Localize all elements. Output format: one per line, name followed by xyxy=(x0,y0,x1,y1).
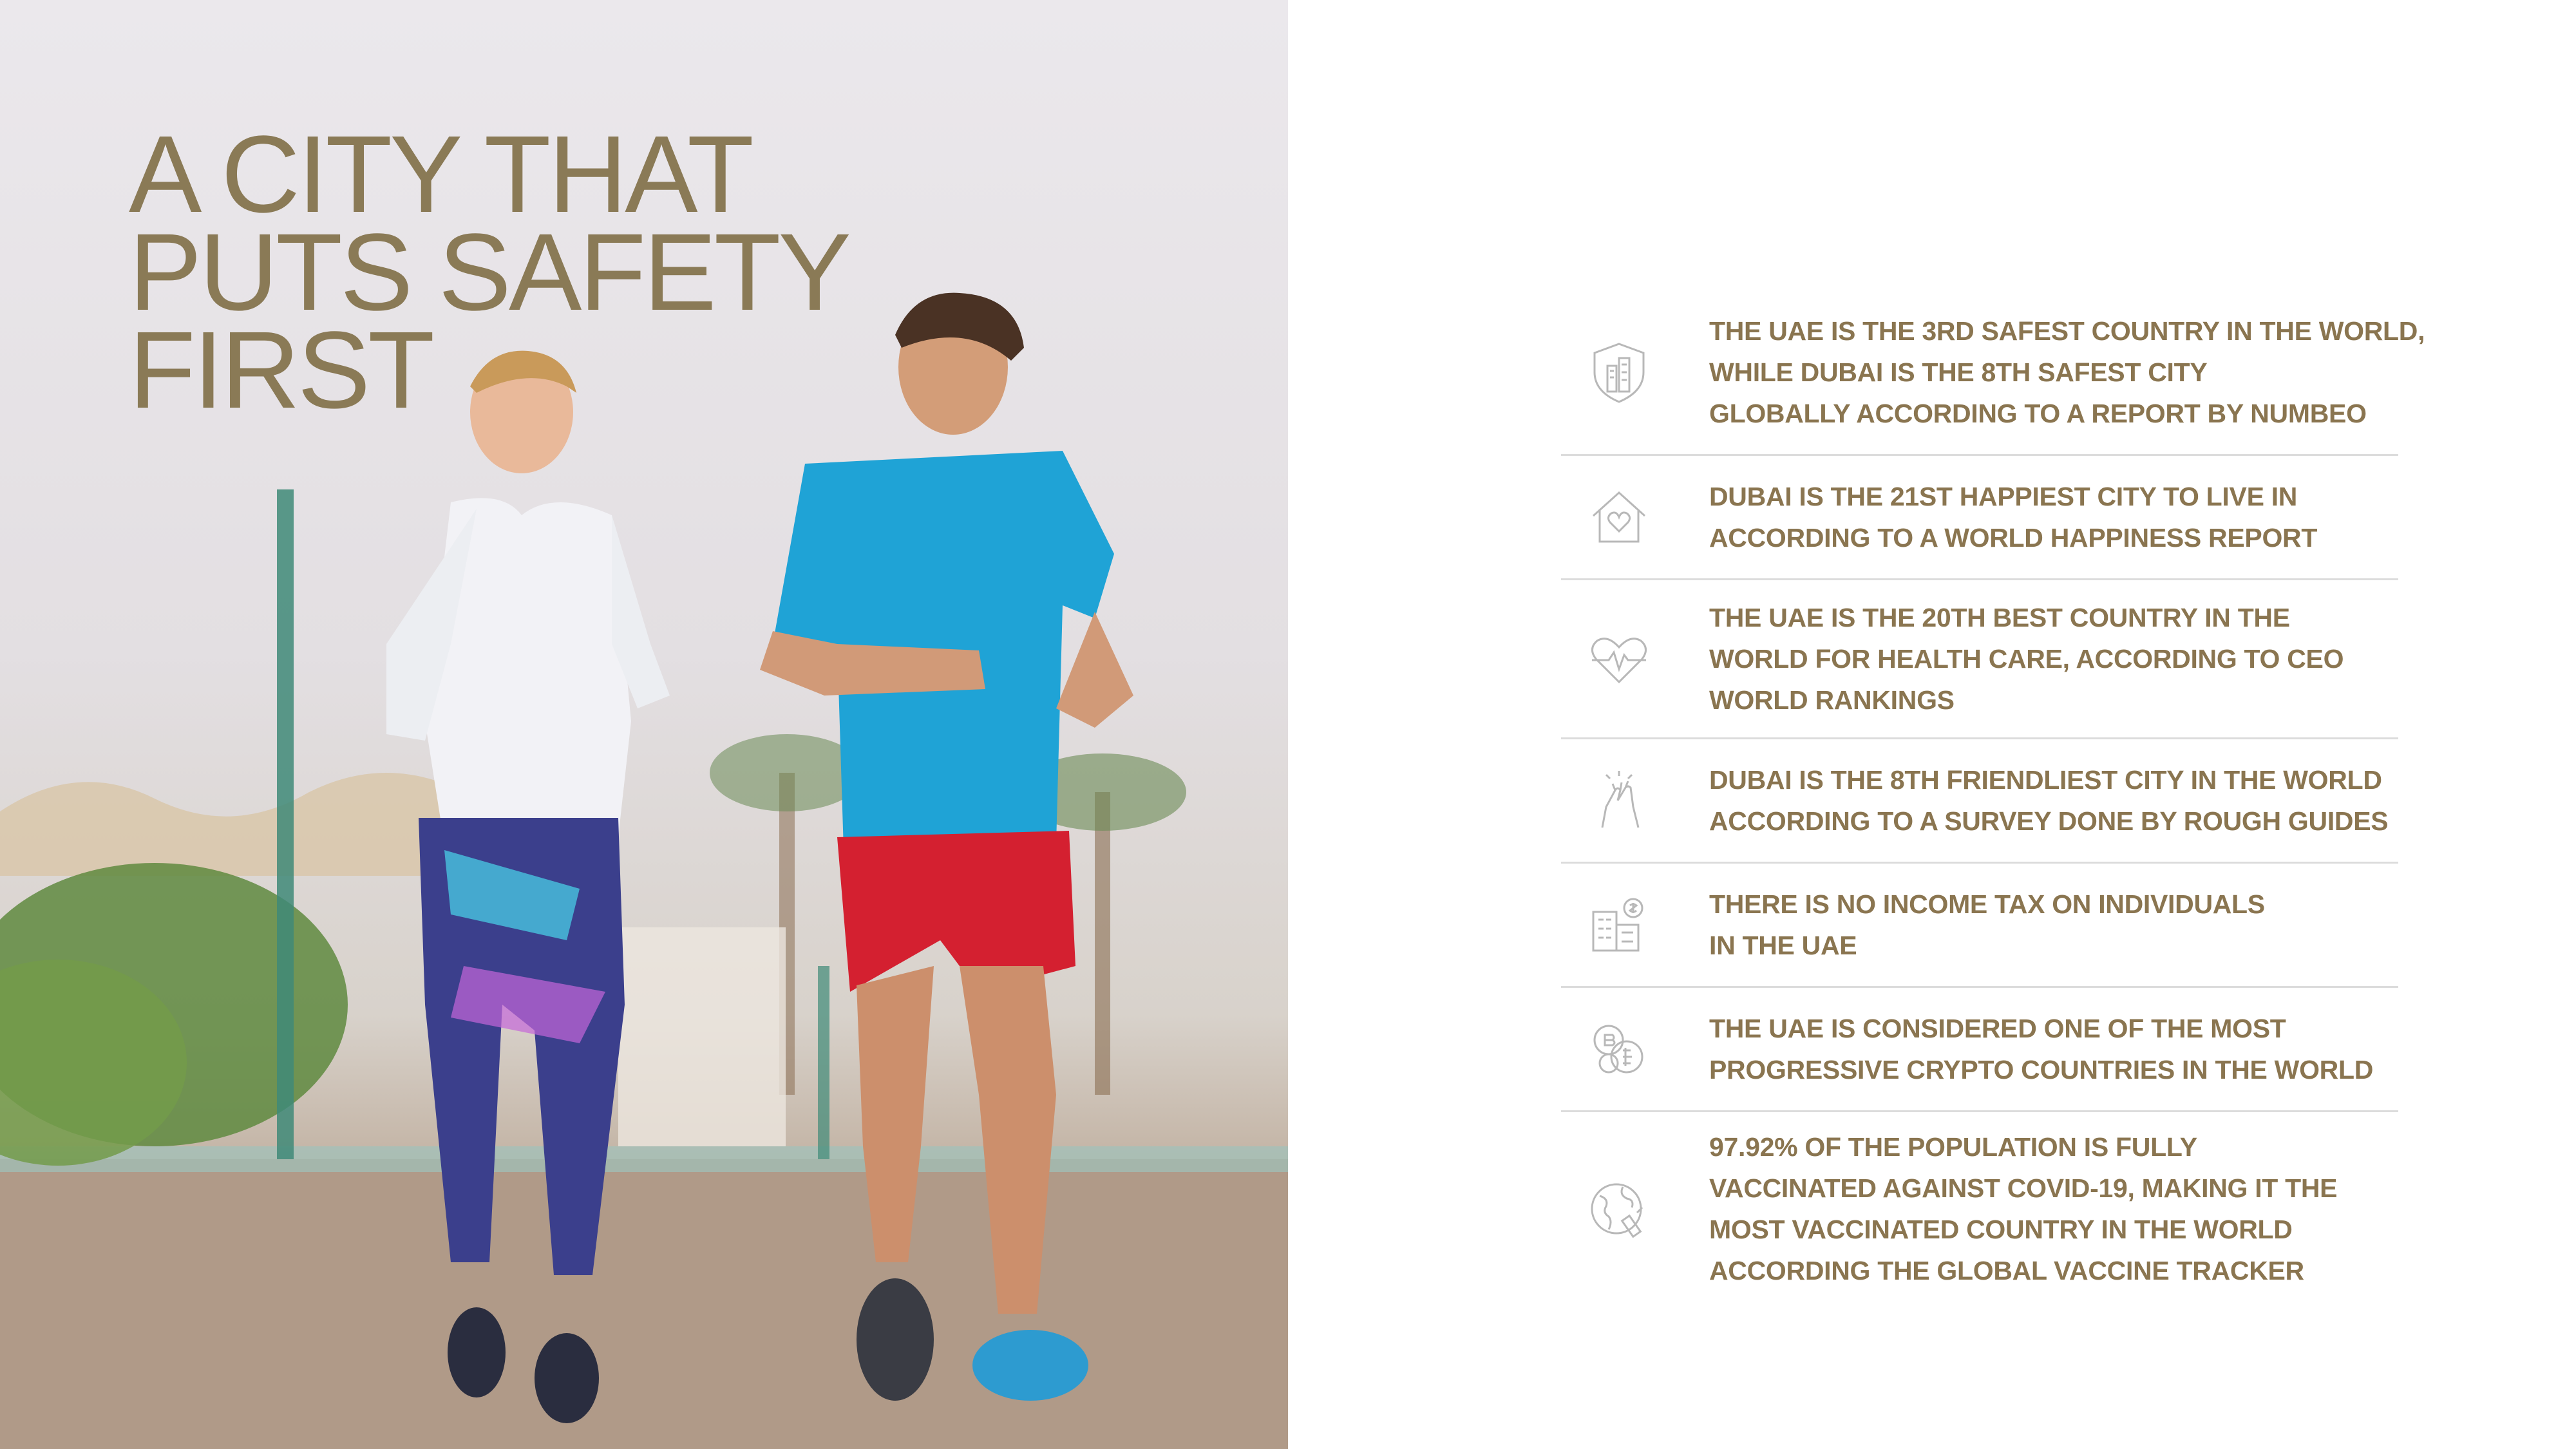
fact-line: THE UAE IS THE 3RD SAFEST COUNTRY IN THE WORLD, xyxy=(1709,316,2425,346)
fact-text xyxy=(1709,1008,2373,1090)
title-line: PUTS SAFETY xyxy=(129,211,849,334)
fact-item-income-tax xyxy=(1561,864,2398,988)
fact-text xyxy=(1709,310,2425,434)
fact-text xyxy=(1709,759,2388,842)
fact-line: WORLD RANKINGS xyxy=(1709,685,1955,715)
fact-line: THE UAE IS CONSIDERED ONE OF THE MOST xyxy=(1709,1014,2286,1043)
heartbeat-icon xyxy=(1561,627,1709,691)
fact-text xyxy=(1709,476,2317,558)
fact-item-vaccination xyxy=(1561,1112,2398,1305)
fact-line: WHILE DUBAI IS THE 8TH SAFEST CITY xyxy=(1709,357,2208,387)
fact-item-health-care xyxy=(1561,580,2398,739)
fact-line: THE UAE IS THE 20TH BEST COUNTRY IN THE xyxy=(1709,603,2290,632)
fact-text xyxy=(1709,1126,2337,1291)
fact-item-crypto xyxy=(1561,988,2398,1112)
facts-list xyxy=(1561,290,2425,1305)
fact-line: IN THE UAE xyxy=(1709,931,1857,960)
globe-vaccine-icon xyxy=(1561,1177,1709,1241)
title-line: A CITY THAT xyxy=(129,113,752,236)
high-five-icon xyxy=(1561,768,1709,833)
title-line: FIRST xyxy=(129,309,433,431)
fact-line: PROGRESSIVE CRYPTO COUNTRIES IN THE WORLD xyxy=(1709,1055,2374,1084)
fact-line: MOST VACCINATED COUNTRY IN THE WORLD xyxy=(1709,1215,2293,1244)
fact-line: THERE IS NO INCOME TAX ON INDIVIDUALS xyxy=(1709,889,2265,919)
fact-line: 97.92% OF THE POPULATION IS FULLY xyxy=(1709,1132,2197,1162)
fact-line: WORLD FOR HEALTH CARE, ACCORDING TO CEO xyxy=(1709,644,2344,674)
fact-line: ACCORDING TO A SURVEY DONE BY ROUGH GUIDES xyxy=(1709,806,2389,836)
shield-building-icon xyxy=(1561,340,1709,404)
fact-item-safety xyxy=(1561,290,2425,456)
crypto-coins-icon xyxy=(1561,1017,1709,1081)
fact-line: DUBAI IS THE 8TH FRIENDLIEST CITY IN THE WORLD xyxy=(1709,765,2382,795)
fact-line: VACCINATED AGAINST COVID-19, MAKING IT THE xyxy=(1709,1173,2338,1203)
fact-text xyxy=(1709,884,2265,966)
fact-line: ACCORDING TO A WORLD HAPPINESS REPORT xyxy=(1709,523,2318,553)
fact-item-friendliest xyxy=(1561,739,2398,864)
fact-text xyxy=(1709,597,2344,721)
house-heart-icon xyxy=(1561,485,1709,549)
fact-line: ACCORDING THE GLOBAL VACCINE TRACKER xyxy=(1709,1256,2304,1285)
fact-line: DUBAI IS THE 21ST HAPPIEST CITY TO LIVE IN xyxy=(1709,482,2298,511)
fact-line: GLOBALLY ACCORDING TO A REPORT BY NUMBEO xyxy=(1709,398,2367,428)
tax-building-icon xyxy=(1561,893,1709,957)
fact-item-happiness xyxy=(1561,456,2398,580)
page-title xyxy=(129,113,849,431)
